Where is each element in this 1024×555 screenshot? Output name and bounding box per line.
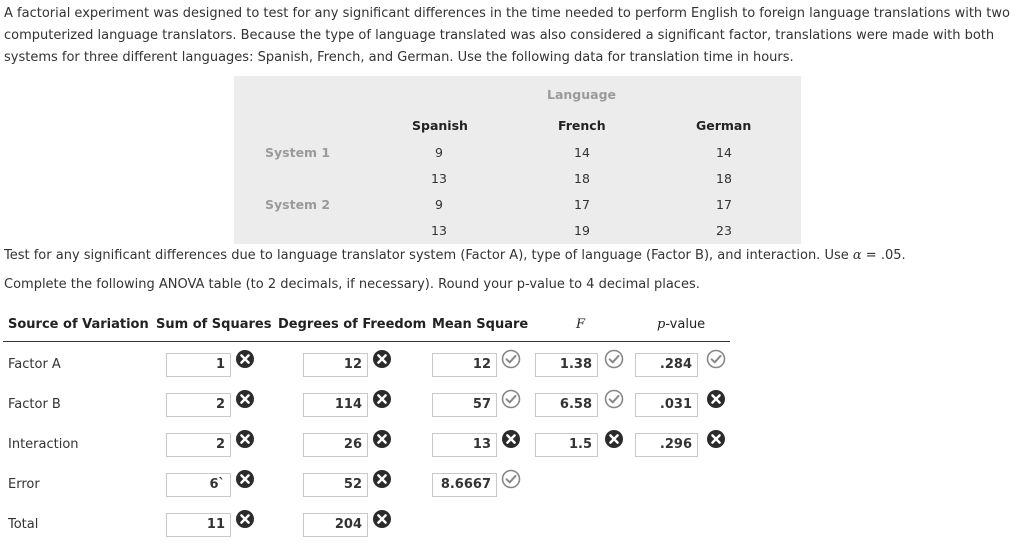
header-source: Source of Variation (8, 317, 149, 332)
interaction-mean-square-input[interactable]: 13 (432, 433, 497, 457)
x-circle-icon (372, 509, 392, 529)
check-circle-icon (501, 469, 521, 489)
x-circle-icon (235, 509, 255, 529)
p-letter: p (657, 317, 666, 332)
total-sum-of-squares-input[interactable]: 11 (166, 513, 231, 537)
total-degrees-of-freedom-input[interactable]: 204 (303, 513, 368, 537)
alpha-value: = .05. (861, 248, 906, 263)
data-cell: 13 (431, 171, 447, 186)
data-cell: 9 (435, 145, 443, 160)
x-circle-icon (372, 429, 392, 449)
factor-b-p-value-input[interactable]: .031 (635, 393, 698, 417)
column-header-spanish: Spanish (412, 118, 468, 133)
x-circle-icon (235, 429, 255, 449)
data-cell: 18 (574, 171, 590, 186)
x-circle-icon (501, 429, 521, 449)
system-1-label: System 1 (265, 145, 331, 160)
error-mean-square-input[interactable]: 8.6667 (432, 473, 497, 497)
data-cell: 13 (431, 223, 447, 238)
check-circle-icon (604, 349, 624, 369)
interaction-p-value-input[interactable]: .296 (635, 433, 698, 457)
system-2-label: System 2 (265, 197, 331, 212)
check-circle-icon (604, 389, 624, 409)
row-label-factor-a: Factor A (8, 357, 61, 372)
data-cell: 19 (574, 223, 590, 238)
x-circle-icon (706, 389, 726, 409)
data-cell: 17 (716, 197, 732, 212)
data-cell: 9 (435, 197, 443, 212)
x-circle-icon (604, 429, 624, 449)
anova-instructions: Complete the following ANOVA table (to 2 decimals, if necessary). Round your p-value to 4 decimal places. (4, 277, 700, 292)
header-p-value (657, 317, 705, 332)
factor-a-f-statistic-input[interactable]: 1.38 (535, 353, 598, 377)
factor-b-f-statistic-input[interactable]: 6.58 (535, 393, 598, 417)
header-mean-square: Mean Square (432, 317, 529, 332)
x-circle-icon (706, 429, 726, 449)
test-instructions (4, 248, 906, 263)
row-label-factor-b: Factor B (8, 397, 61, 412)
x-circle-icon (235, 469, 255, 489)
x-circle-icon (372, 469, 392, 489)
error-degrees-of-freedom-input[interactable]: 52 (303, 473, 368, 497)
language-header: Language (547, 87, 617, 102)
translation-data-table (234, 76, 801, 244)
test-text: Test for any significant differences due to language translator system (Factor A), type of language (Factor B), and interaction. Use (4, 248, 853, 263)
check-circle-icon (706, 349, 726, 369)
factor-a-sum-of-squares-input[interactable]: 1 (166, 353, 231, 377)
row-label-error: Error (8, 477, 40, 492)
data-cell: 14 (716, 145, 732, 160)
check-circle-icon (501, 389, 521, 409)
header-degrees-of-freedom: Degrees of Freedom (278, 317, 427, 332)
problem-intro: A factorial experiment was designed to test for any significant differences in the time needed to perform English to foreign language translations with two computerized language translators. Because the type of language translated was also considered a significant factor, translations were made with both systems for three different languages: Spanish, French, and German. Use the following data for translation time in hours. (4, 6, 1010, 65)
factor-a-p-value-input[interactable]: .284 (635, 353, 698, 377)
interaction-degrees-of-freedom-input[interactable]: 26 (303, 433, 368, 457)
data-cell: 23 (716, 223, 732, 238)
x-circle-icon (372, 389, 392, 409)
data-cell: 18 (716, 171, 732, 186)
data-cell: 17 (574, 197, 590, 212)
alpha-symbol: α (852, 248, 862, 263)
x-circle-icon (235, 389, 255, 409)
row-label-interaction: Interaction (8, 437, 79, 452)
check-circle-icon (501, 349, 521, 369)
factor-a-degrees-of-freedom-input[interactable]: 12 (303, 353, 368, 377)
header-divider (3, 341, 730, 342)
data-cell: 14 (574, 145, 590, 160)
interaction-sum-of-squares-input[interactable]: 2 (166, 433, 231, 457)
column-header-french: French (558, 118, 606, 133)
row-label-total: Total (8, 517, 39, 532)
factor-b-degrees-of-freedom-input[interactable]: 114 (303, 393, 368, 417)
interaction-f-statistic-input[interactable]: 1.5 (535, 433, 598, 457)
factor-b-mean-square-input[interactable]: 57 (432, 393, 497, 417)
factor-b-sum-of-squares-input[interactable]: 2 (166, 393, 231, 417)
factor-a-mean-square-input[interactable]: 12 (432, 353, 497, 377)
column-header-german: German (696, 118, 752, 133)
header-sum-of-squares: Sum of Squares (156, 317, 272, 332)
x-circle-icon (372, 349, 392, 369)
value-suffix: -value (665, 317, 706, 332)
header-f: F (576, 317, 586, 332)
x-circle-icon (235, 349, 255, 369)
error-sum-of-squares-input[interactable]: 6` (166, 473, 231, 497)
